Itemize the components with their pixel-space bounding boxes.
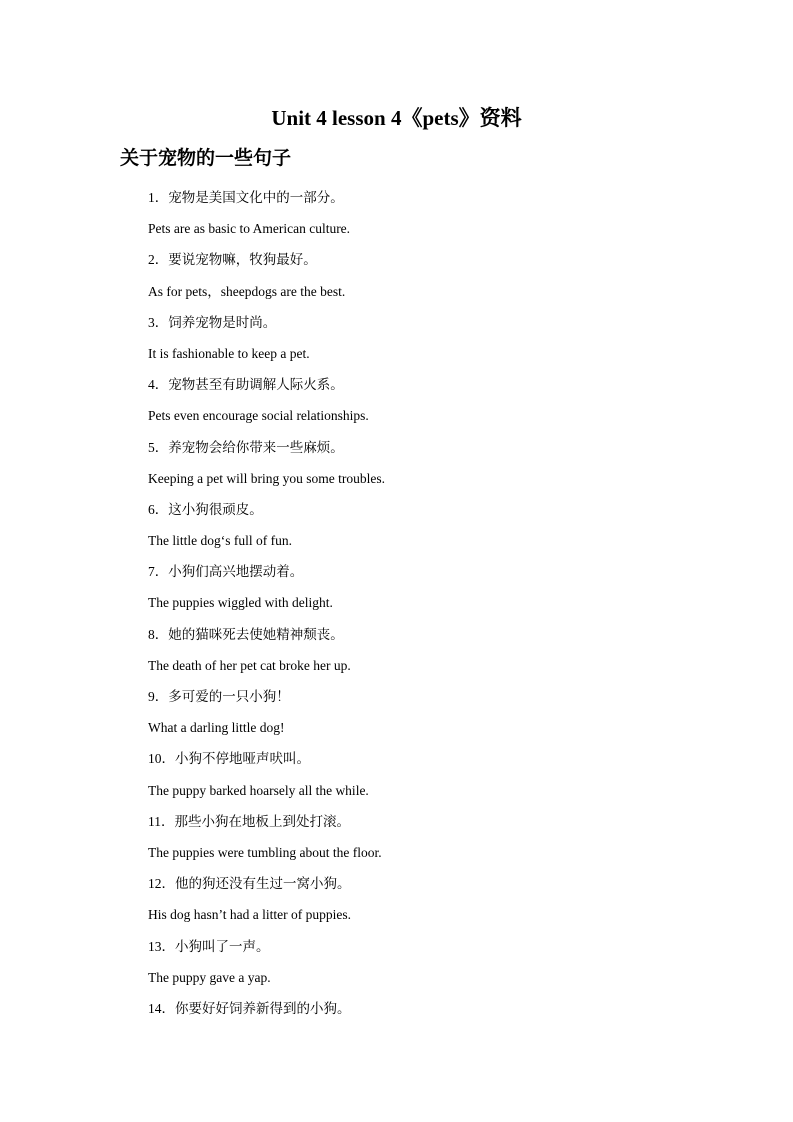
sentence-line-en-5: Keeping a pet will bring you some troubles. <box>148 470 385 486</box>
sentence-line-en-9: What a darling little dog! <box>148 720 285 736</box>
sentence-line-en-1: Pets are as basic to American culture. <box>148 221 351 237</box>
sentence-line-cn-3: 3．饲养宠物是时尚。 <box>148 314 277 330</box>
sentence-line-en-6: The little dog‘s full of fun. <box>148 533 292 549</box>
sentence-line-en-10: The puppy barked hoarsely all the while. <box>148 782 369 798</box>
sentence-line-cn-11: 11．那些小狗在地板上到处打滚。 <box>148 813 350 829</box>
sentence-line-cn-4: 4．宠物甚至有助调解人际火系。 <box>148 377 344 393</box>
sentence-line-cn-7: 7．小狗们高兴地摆动着。 <box>148 564 304 580</box>
sentence-line-cn-14: 14．你要好好饲养新得到的小狗。 <box>148 1000 351 1016</box>
sentence-line-cn-12: 12．他的狗还没有生过一窝小狗。 <box>148 876 351 892</box>
sentence-line-en-8: The death of her pet cat broke her up. <box>148 657 351 673</box>
sentence-line-cn-5: 5．养宠物会给你带来一些麻烦。 <box>148 439 344 455</box>
document-title: Unit 4 lesson 4《pets》资料 <box>271 106 522 130</box>
sentence-line-en-12: His dog hasn’t had a litter of puppies. <box>148 907 351 923</box>
sentence-list <box>148 182 748 1024</box>
sentence-line-en-7: The puppies wiggled with delight. <box>148 595 333 611</box>
section-heading: 关于宠物的一些句子 <box>120 148 292 169</box>
sentence-line-en-4: Pets even encourage social relationships. <box>148 408 369 424</box>
sentence-line-en-13: The puppy gave a yap. <box>148 969 271 985</box>
sentence-line-cn-1: 1．宠物是美国文化中的一部分。 <box>148 190 344 205</box>
sentence-line-cn-9: 9．多可爱的一只小狗！ <box>148 689 290 704</box>
sentence-line-cn-6: 6．这小狗很顽皮。 <box>148 501 263 517</box>
sentence-line-cn-8: 8．她的猫咪死去使她精神颓丧。 <box>148 626 344 642</box>
sentence-line-cn-10: 10．小狗不停地哑声吠叫。 <box>148 751 310 767</box>
sentence-line-en-3: It is fashionable to keep a pet. <box>148 345 310 361</box>
sentence-line-en-11: The puppies were tumbling about the floor. <box>148 844 382 860</box>
sentence-line-cn-13: 13．小狗叫了一声。 <box>148 938 270 954</box>
sentence-line-cn-2: 2．要说宠物嘛，牧狗最好。 <box>148 252 317 268</box>
sentence-line-en-2: As for pets，sheepdogs are the best. <box>148 283 346 299</box>
